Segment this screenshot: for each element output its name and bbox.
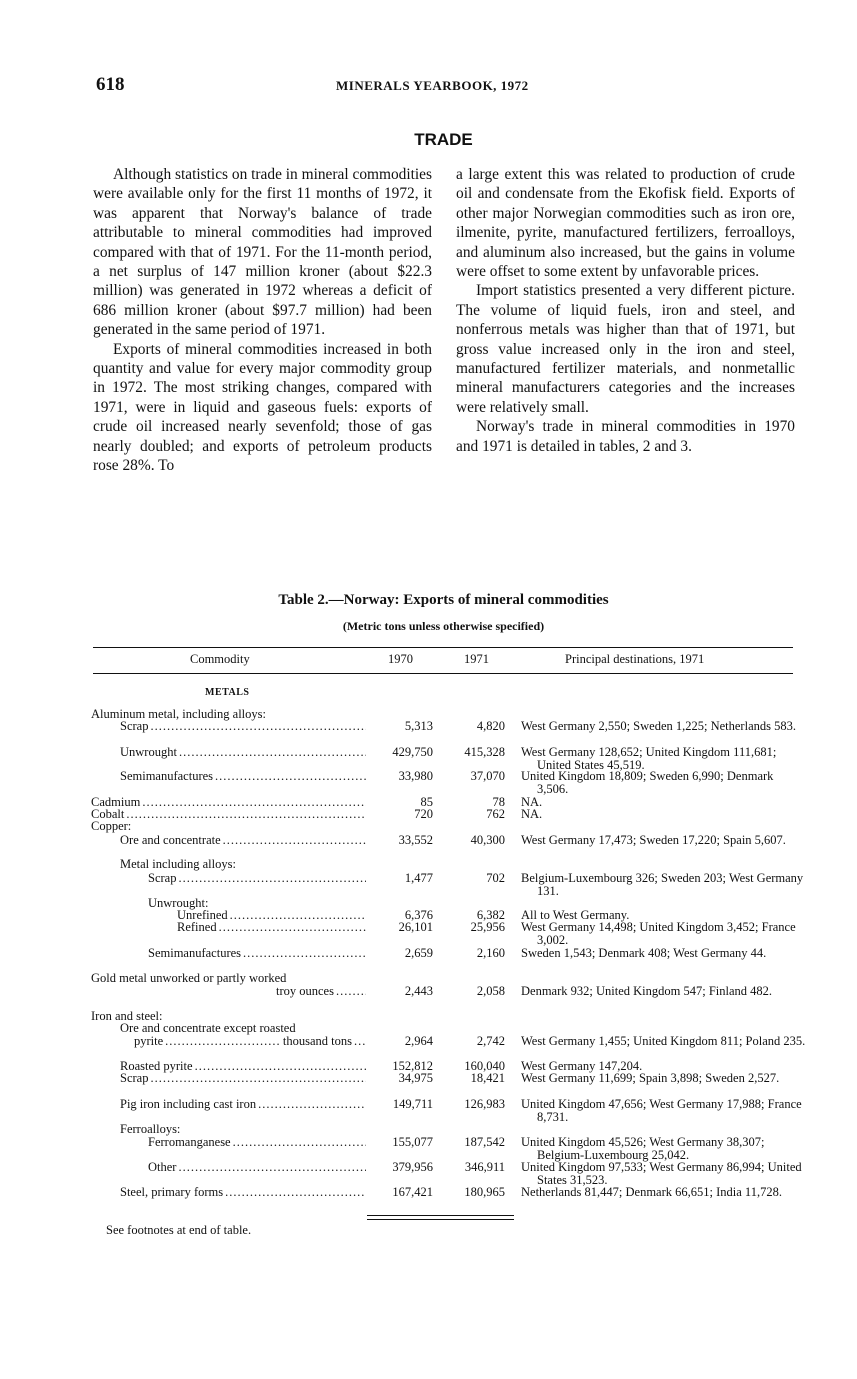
value-1970: 429,750 (392, 745, 433, 759)
row-label: Scrap (120, 719, 149, 733)
row-label: Unwrought (120, 745, 177, 759)
value-1970: 2,443 (404, 984, 433, 998)
value-1971: 2,058 (476, 984, 505, 998)
dot-leader (223, 834, 366, 847)
row-label: pyrite (134, 1034, 164, 1048)
table-end-rule (367, 1215, 514, 1216)
value-1970: 2,659 (404, 946, 433, 960)
value-1970: 379,956 (392, 1160, 433, 1174)
value-1971: 415,328 (464, 745, 505, 759)
row-label: Semimanufactures (148, 946, 242, 960)
destinations: West Germany 1,455; United Kingdom 811; Poland 235. (521, 1034, 806, 1048)
dot-leader (258, 1098, 366, 1111)
dot-leader (150, 720, 366, 733)
table-title: Table 2.—Norway: Exports of mineral commodities (278, 592, 609, 608)
destinations: United Kingdom 18,809; Sweden 6,990; Denmark 3,506. (521, 769, 774, 796)
paragraph: Import statistics presented a very different picture. The volume of liquid fuels, iron and steel, and nonferrous metals was higher than that of 1971, but gross value increased only in the iron and steel, manufactured fertilizer materials, and nonmetallic mineral manufacturers categories and the increases were relatively small. (456, 282, 795, 416)
row-label: Ferromanganese (148, 1135, 231, 1149)
paragraph: a large extent this was related to production of crude oil and condensate from the Ekofisk field. Exports of other major Norwegian commodities such as iron ore, ilmenite, pyrite, manufactured fertilizers, ferroalloys, and aluminum also increased, but the gains in volume were offset to some extent by unfavorable prices. (456, 166, 795, 281)
value-1970: 149,711 (392, 1097, 433, 1111)
value-1971: 762 (486, 807, 505, 821)
row-label: Cobalt (91, 807, 125, 821)
value-1971: 78 (492, 795, 505, 809)
paragraph: Norway's trade in mineral commodities in 1970 and 1971 is detailed in tables, 2 and 3. (456, 418, 795, 455)
dot-leader (195, 1060, 366, 1073)
destinations: United Kingdom 45,526; West Germany 38,307; Belgium-Luxembourg 25,042. (521, 1135, 765, 1162)
paragraph: Although statistics on trade in mineral commodities were available only for the first 11 months of 1972, it was apparent that Norway's balance of trade attributable to mineral commodities had improved compared with that of 1971. For the 11-month period, a net surplus of 147 million kroner (about $22.3 million) was generated in 1972 whereas a deficit of 686 million kroner (about $97.7 million) had been generated in the same period of 1971. (93, 166, 432, 339)
destinations: Denmark 932; United Kingdom 547; Finland 482. (521, 984, 773, 998)
value-1970: 167,421 (392, 1185, 433, 1199)
destinations: West Germany 14,498; United Kingdom 3,452; France 3,002. (521, 920, 796, 947)
column-header-1970: 1970 (388, 652, 413, 666)
table-end-rule (367, 1219, 514, 1220)
value-1971: 346,911 (464, 1160, 505, 1174)
row-unit-label: thousand tons (282, 1034, 352, 1048)
value-1971: 2,742 (476, 1034, 505, 1048)
dot-leader (179, 746, 366, 759)
dot-leader (219, 921, 366, 934)
dot-leader (336, 985, 366, 998)
paragraph: Exports of mineral commodities increased in both quantity and value for every major commodity group in 1972. The most striking changes, compared with 1971, were in liquid and gaseous fuels: exports of crude oil increased nearly sevenfold; those of gas nearly doubled; and exports of petroleum products rose 28%. To (93, 340, 432, 475)
dot-leader (165, 1035, 281, 1048)
row-label: Cadmium (91, 795, 141, 809)
value-1971: 187,542 (464, 1135, 505, 1149)
destinations: United Kingdom 47,656; West Germany 17,988; France 8,731. (521, 1097, 802, 1124)
value-1970: 1,477 (404, 871, 433, 885)
value-1970: 6,376 (404, 908, 433, 922)
destinations: Sweden 1,543; Denmark 408; West Germany 44. (521, 946, 767, 960)
row-label: Aluminum metal, including alloys: (91, 707, 266, 721)
value-1970: 720 (414, 807, 433, 821)
destinations: United Kingdom 97,533; West Germany 86,994; United States 31,523. (521, 1160, 802, 1187)
dot-leader (142, 796, 366, 809)
destinations: West Germany 17,473; Sweden 17,220; Spain 5,607. (521, 833, 786, 847)
row-label: Ore and concentrate (120, 833, 221, 847)
column-header-commodity: Commodity (190, 652, 250, 666)
dot-leader (215, 770, 366, 783)
column-header-1971: 1971 (464, 652, 489, 666)
value-1971: 180,965 (464, 1185, 505, 1199)
value-1971: 6,382 (476, 908, 505, 922)
row-label: Scrap (120, 1071, 149, 1085)
value-1970: 26,101 (398, 920, 433, 934)
value-1971: 40,300 (470, 833, 505, 847)
row-label: Ore and concentrate except roasted (120, 1021, 296, 1035)
destinations: Belgium-Luxembourg 326; Sweden 203; West Germany 131. (521, 871, 804, 898)
row-label: Ferroalloys: (120, 1122, 181, 1136)
value-1970: 33,552 (398, 833, 433, 847)
row-label: Iron and steel: (91, 1009, 163, 1023)
value-1971: 160,040 (464, 1059, 505, 1073)
row-label: Unwrought: (148, 896, 209, 910)
table-subtitle: (Metric tons unless otherwise specified) (342, 619, 545, 633)
row-label: Copper: (91, 819, 132, 833)
row-label: Semimanufactures (120, 769, 214, 783)
value-1970: 5,313 (404, 719, 433, 733)
running-title: MINERALS YEARBOOK, 1972 (336, 78, 529, 93)
destinations: West Germany 128,652; United Kingdom 111,681; United States 45,519. (521, 745, 777, 772)
row-label: Pig iron including cast iron (120, 1097, 257, 1111)
value-1971: 18,421 (470, 1071, 505, 1085)
dot-leader (178, 872, 366, 885)
row-label: troy ounces (276, 984, 334, 998)
page-number: 618 (96, 74, 125, 95)
dot-leader (126, 808, 366, 821)
destinations: All to West Germany. (521, 908, 630, 922)
destinations: Netherlands 81,447; Denmark 66,651; India 11,728. (521, 1185, 782, 1199)
destinations: West Germany 147,204. (521, 1059, 643, 1073)
column-header-destinations: Principal destinations, 1971 (565, 652, 705, 666)
dot-leader (150, 1072, 366, 1085)
dot-leader (230, 909, 366, 922)
row-label: Steel, primary forms (120, 1185, 224, 1199)
row-label: Other (148, 1160, 177, 1174)
table-footnote: See footnotes at end of table. (106, 1223, 252, 1237)
dot-leader (354, 1035, 366, 1048)
value-1970: 34,975 (398, 1071, 433, 1085)
row-label: Scrap (148, 871, 177, 885)
row-label: Metal including alloys: (120, 857, 236, 871)
dot-leader (178, 1161, 366, 1174)
value-1970: 33,980 (398, 769, 433, 783)
row-label: Gold metal unworked or partly worked (91, 971, 287, 985)
destinations: NA. (521, 807, 543, 821)
value-1970: 155,077 (392, 1135, 433, 1149)
value-1971: 25,956 (470, 920, 505, 934)
value-1971: 4,820 (476, 719, 505, 733)
destinations: West Germany 2,550; Sweden 1,225; Netherlands 583. (521, 719, 796, 733)
value-1971: 702 (486, 871, 505, 885)
value-1971: 37,070 (470, 769, 505, 783)
section-heading-metals: METALS (205, 687, 250, 698)
dot-leader (243, 947, 366, 960)
value-1971: 2,160 (476, 946, 505, 960)
destinations: NA. (521, 795, 543, 809)
row-label: Refined (177, 920, 217, 934)
value-1970: 85 (420, 795, 433, 809)
destinations: West Germany 11,699; Spain 3,898; Sweden 2,527. (521, 1071, 780, 1085)
dot-leader (225, 1186, 366, 1199)
row-label: Unrefined (177, 908, 228, 922)
row-label: Roasted pyrite (120, 1059, 193, 1073)
value-1971: 126,983 (464, 1097, 505, 1111)
value-1970: 2,964 (404, 1034, 433, 1048)
dot-leader (233, 1136, 366, 1149)
value-1970: 152,812 (392, 1059, 433, 1073)
section-title: TRADE (414, 130, 473, 149)
